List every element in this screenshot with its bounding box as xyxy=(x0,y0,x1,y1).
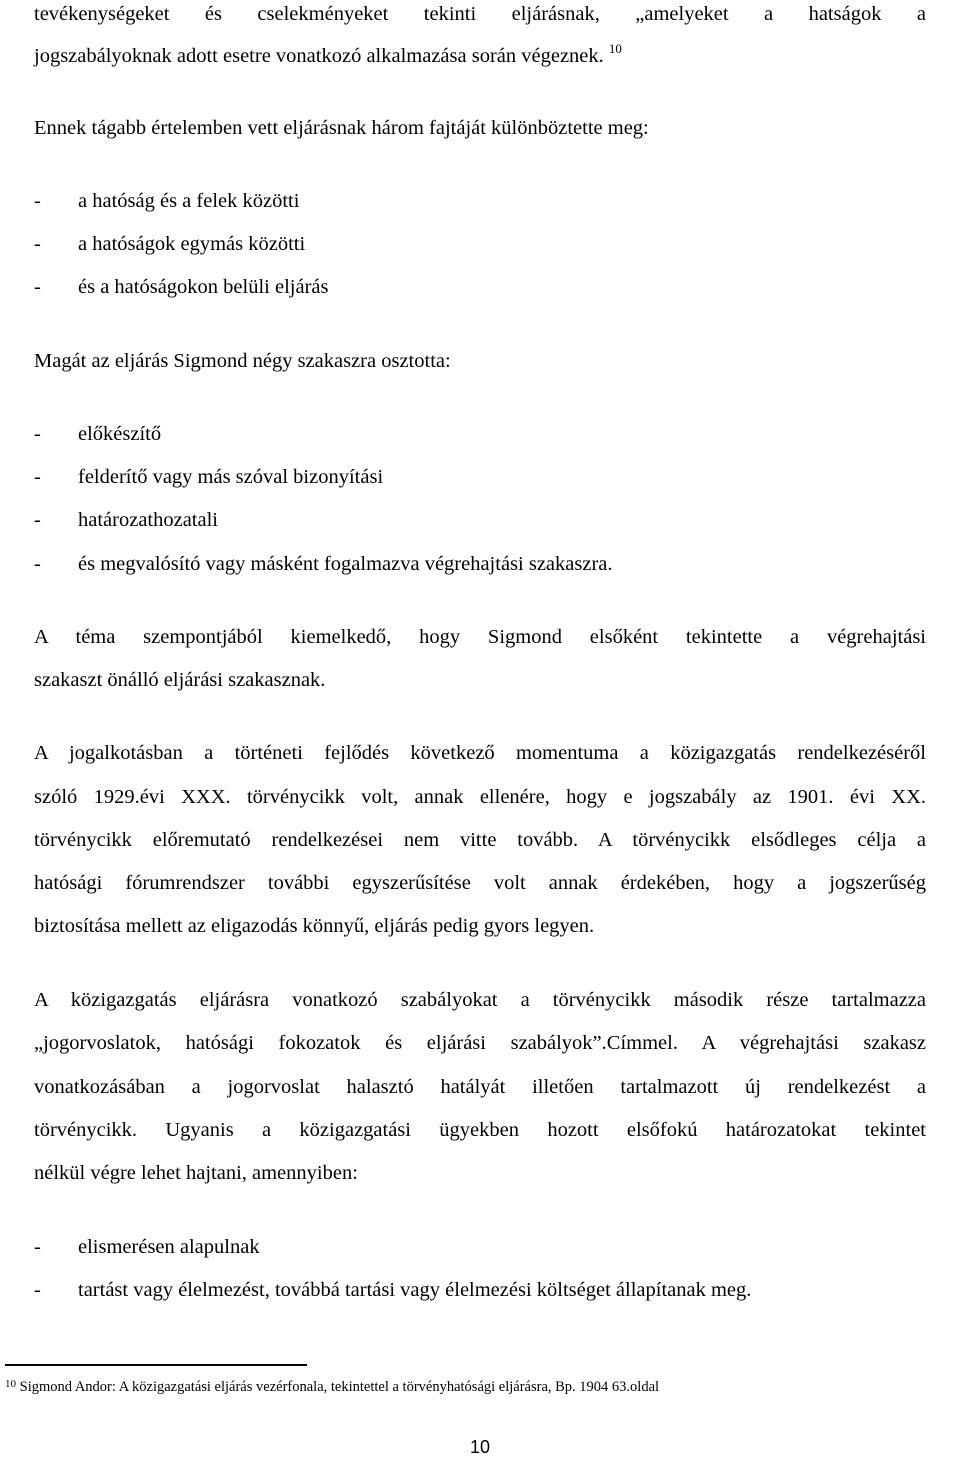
list-item-kind-3: és a hatóságokon belüli eljárás xyxy=(78,276,329,298)
list-dash: - xyxy=(34,553,41,575)
list-item-stage-3: határozathozatali xyxy=(78,509,218,531)
list-dash: - xyxy=(34,1236,41,1258)
para-three-kinds: Ennek tágabb értelemben vett eljárásnak három fajtáját különböztette meg: xyxy=(34,117,649,139)
list-dash: - xyxy=(34,423,41,445)
para-highlight-line-2: szakaszt önálló eljárási szakasznak. xyxy=(34,669,326,691)
list-dash: - xyxy=(34,233,41,255)
para-1929-line-1: A jogalkotásban a történeti fejlődés következő momentuma a közigazgatás rendelkezéséről xyxy=(34,742,926,764)
para-second-part-line-4: törvénycikk. Ugyanis a közigazgatási ügyekben hozott elsőfokú határozatokat tekintet xyxy=(34,1119,926,1141)
list-item-stage-1: előkészítő xyxy=(78,423,162,445)
footnote xyxy=(5,1378,659,1396)
list-item-stage-2: felderítő vagy más szóval bizonyítási xyxy=(78,466,384,488)
footnote-number: 10 xyxy=(5,1378,16,1390)
list-dash: - xyxy=(34,466,41,488)
list-dash: - xyxy=(34,190,41,212)
list-dash: - xyxy=(34,1279,41,1301)
intro-line-1: tevékenységeket és cselekményeket tekinti eljárásnak, „amelyeket a hatságok a xyxy=(34,3,926,25)
para-second-part-line-3: vonatkozásában a jogorvoslat halasztó hatályát illetően tartalmazott új rendelkezést a xyxy=(34,1076,926,1098)
para-1929-line-4: hatósági fórumrendszer további egyszerűsítése volt annak érdekében, hogy a jogszerűség xyxy=(34,872,926,894)
intro-line-2-text: jogszabályoknak adott esetre vonatkozó alkalmazása során végeznek. xyxy=(34,45,604,67)
page-number: 10 xyxy=(469,1437,491,1457)
list-item-kind-2: a hatóságok egymás közötti xyxy=(78,233,306,255)
list-item-kind-1: a hatóság és a felek közötti xyxy=(78,190,300,212)
para-second-part-line-1: A közigazgatás eljárásra vonatkozó szabályokat a törvénycikk második része tartalmazza xyxy=(34,989,926,1011)
intro-line-2 xyxy=(34,41,926,68)
list-item-condition-2: tartást vagy élelmezést, továbbá tartási vagy élelmezési költséget állapítanak meg. xyxy=(78,1279,752,1301)
para-1929-line-2: szóló 1929.évi XXX. törvénycikk volt, annak ellenére, hogy e jogszabály az 1901. évi XX. xyxy=(34,786,926,808)
footnote-text: Sigmond Andor: A közigazgatási eljárás vezérfonala, tekintettel a törvényhatósági eljárásra, Bp. 1904 63.oldal xyxy=(16,1379,660,1395)
para-four-stages: Magát az eljárás Sigmond négy szakaszra osztotta: xyxy=(34,350,451,372)
list-dash: - xyxy=(34,509,41,531)
para-second-part-line-5: nélkül végre lehet hajtani, amennyiben: xyxy=(34,1162,358,1184)
list-dash: - xyxy=(34,276,41,298)
para-1929-line-3: törvénycikk előremutató rendelkezései nem vitte tovább. A törvénycikk elsődleges célja a xyxy=(34,829,926,851)
footnote-separator xyxy=(5,1364,307,1366)
para-1929-line-5: biztosítása mellett az eligazodás könnyű, eljárás pedig gyors legyen. xyxy=(34,915,595,937)
para-highlight-line-1: A téma szempontjából kiemelkedő, hogy Sigmond elsőként tekintette a végrehajtási xyxy=(34,626,926,648)
footnote-ref: 10 xyxy=(608,41,622,56)
list-item-condition-1: elismerésen alapulnak xyxy=(78,1236,260,1258)
para-second-part-line-2: „jogorvoslatok, hatósági fokozatok és eljárási szabályok”.Címmel. A végrehajtási szakasz xyxy=(34,1032,926,1054)
list-item-stage-4: és megvalósító vagy másként fogalmazva végrehajtási szakaszra. xyxy=(78,553,613,575)
